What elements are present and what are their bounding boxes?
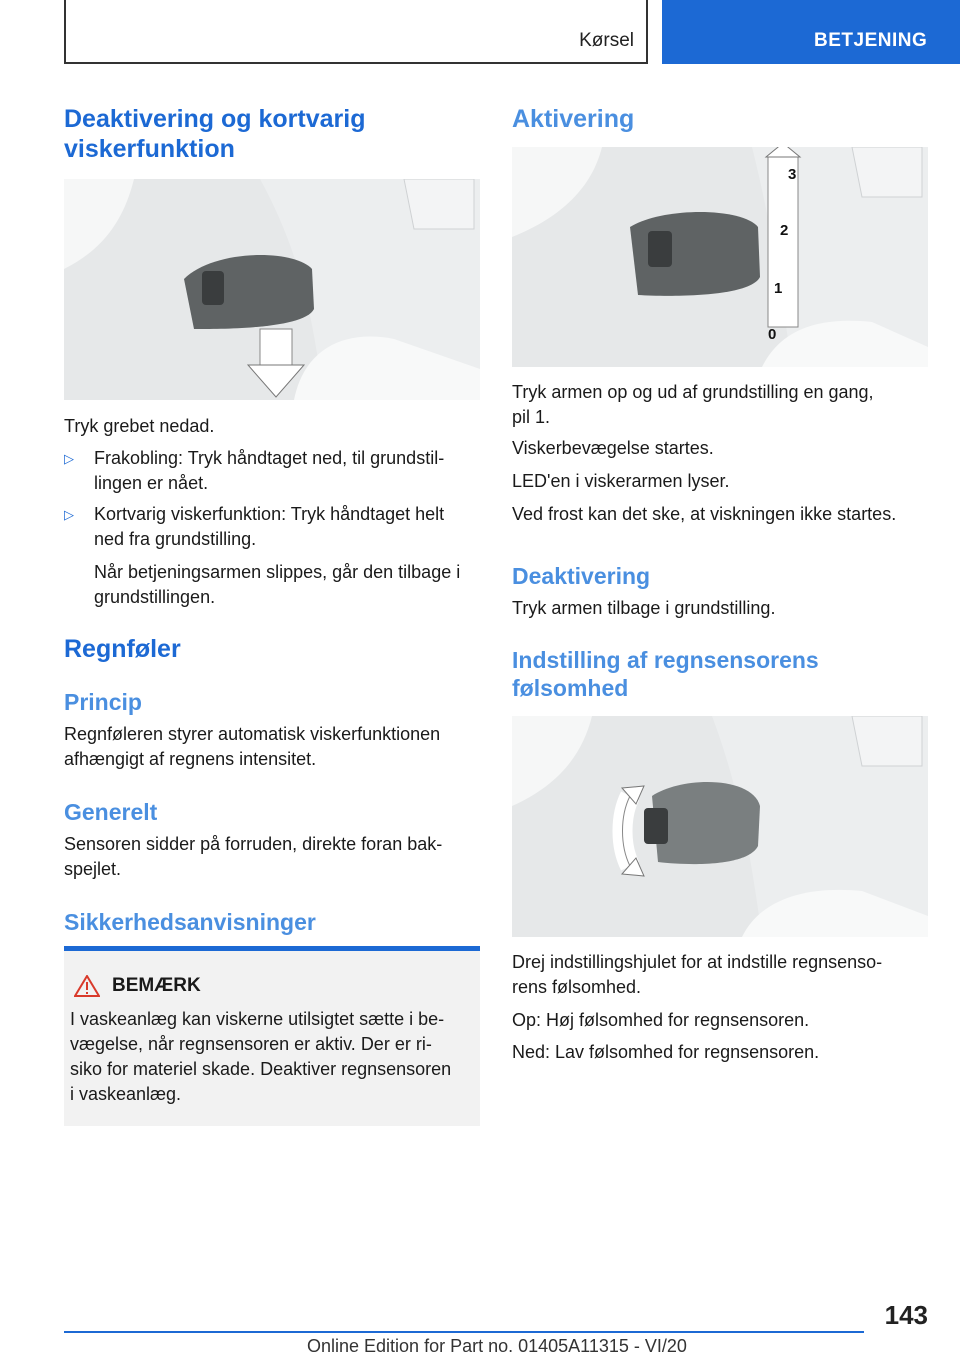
bullet-item (64, 502, 480, 612)
footer-edition: Online Edition for Part no. 01405A11315 - VI/20 (307, 1336, 687, 1356)
paragraph-sensitivity-1 (512, 950, 882, 1000)
text-line: I vaskeanlæg kan viskerne utilsigtet sætte i be- (70, 1009, 445, 1029)
paragraph-sensitivity-3: Ned: Lav følsomhed for regnsensoren. (512, 1042, 820, 1062)
text-line: Sensoren sidder på forruden, direkte foran bak- (64, 834, 443, 854)
text-line: afhængigt af regnens intensitet. (64, 749, 317, 769)
bullet-text: grundstillingen. (94, 587, 216, 607)
figure-label: 2 (780, 222, 789, 239)
footer-divider (64, 1331, 864, 1333)
warning-triangle-icon (74, 975, 100, 1002)
page-number: 143 (884, 1300, 928, 1330)
triangle-bullet-icon: ▷ (64, 451, 74, 466)
figure-label: 3 (788, 166, 797, 183)
bullet-text: lingen er nået. (94, 473, 209, 493)
header-chapter: Kørsel (579, 30, 634, 51)
header-section: BETJENING (814, 30, 928, 51)
section-title-deactivation (64, 104, 365, 164)
subsection-title-principle: Princip (64, 689, 142, 715)
title-line: Deaktivering og kortvarig (64, 105, 366, 133)
header-section-tab (662, 0, 960, 64)
text-line: Tryk armen op og ud af grundstilling en gang, (512, 382, 874, 402)
text-line: rens følsomhed. (512, 977, 642, 997)
text-line: vægelse, når regnsensoren er aktiv. Der er ri- (70, 1034, 432, 1054)
text-line: i vaskeanlæg. (70, 1084, 182, 1104)
subsection-title-deactivation: Deaktivering (512, 563, 651, 589)
paragraph-sensitivity-2: Op: Høj følsomhed for regnsensoren. (512, 1010, 810, 1030)
title-line: følsomhed (512, 675, 629, 701)
paragraph-principle (64, 722, 440, 772)
bullet-text: Frakobling: Tryk håndtaget ned, til grundstil- (94, 448, 445, 468)
subsection-title-sensitivity (512, 646, 819, 702)
bullet-item (64, 446, 480, 496)
section-title-activation: Aktivering (512, 105, 635, 133)
paragraph-general (64, 832, 442, 882)
title-line: viskerfunktion (64, 135, 235, 163)
text-line: Drej indstillingshjulet for at indstille regnsenso- (512, 952, 883, 972)
title-line: Indstilling af regnsensorens (512, 647, 819, 673)
figure-lever-up (512, 147, 928, 367)
text-line: spejlet. (64, 859, 122, 879)
paragraph-activation-2: Viskerbevægelse startes. (512, 438, 714, 458)
warning-label: BEMÆRK (112, 975, 201, 996)
text-line: siko for materiel skade. Deaktiver regnsensoren (70, 1059, 452, 1079)
warning-box (64, 951, 480, 1126)
warning-text (70, 1007, 474, 1107)
section-title-rain-sensor: Regnføler (64, 635, 181, 663)
caption-press-down: Tryk grebet nedad. (64, 416, 215, 436)
paragraph-activation-3: LED'en i viskerarmen lyser. (512, 471, 730, 491)
paragraph-deactivation: Tryk armen tilbage i grundstilling. (512, 598, 776, 618)
text-line: pil 1. (512, 407, 551, 427)
figure-sensitivity-wheel (512, 716, 928, 937)
bullet-text: Når betjeningsarmen slippes, går den tilbage i (94, 562, 461, 582)
paragraph-activation-4: Ved frost kan det ske, at viskningen ikke startes. (512, 504, 897, 524)
figure-label: 1 (774, 280, 783, 297)
bullet-text: Kortvarig viskerfunktion: Tryk håndtaget helt (94, 504, 445, 524)
subsection-title-safety: Sikkerhedsanvisninger (64, 909, 316, 935)
figure-label: 0 (768, 326, 777, 343)
triangle-bullet-icon: ▷ (64, 507, 74, 522)
bullet-text: ned fra grundstilling. (94, 529, 257, 549)
paragraph-activation-1 (512, 380, 874, 430)
figure-lever-down (64, 179, 480, 400)
header-chapter-box (64, 0, 648, 64)
subsection-title-general: Generelt (64, 799, 158, 825)
text-line: Regnføleren styrer automatisk viskerfunktionen (64, 724, 441, 744)
